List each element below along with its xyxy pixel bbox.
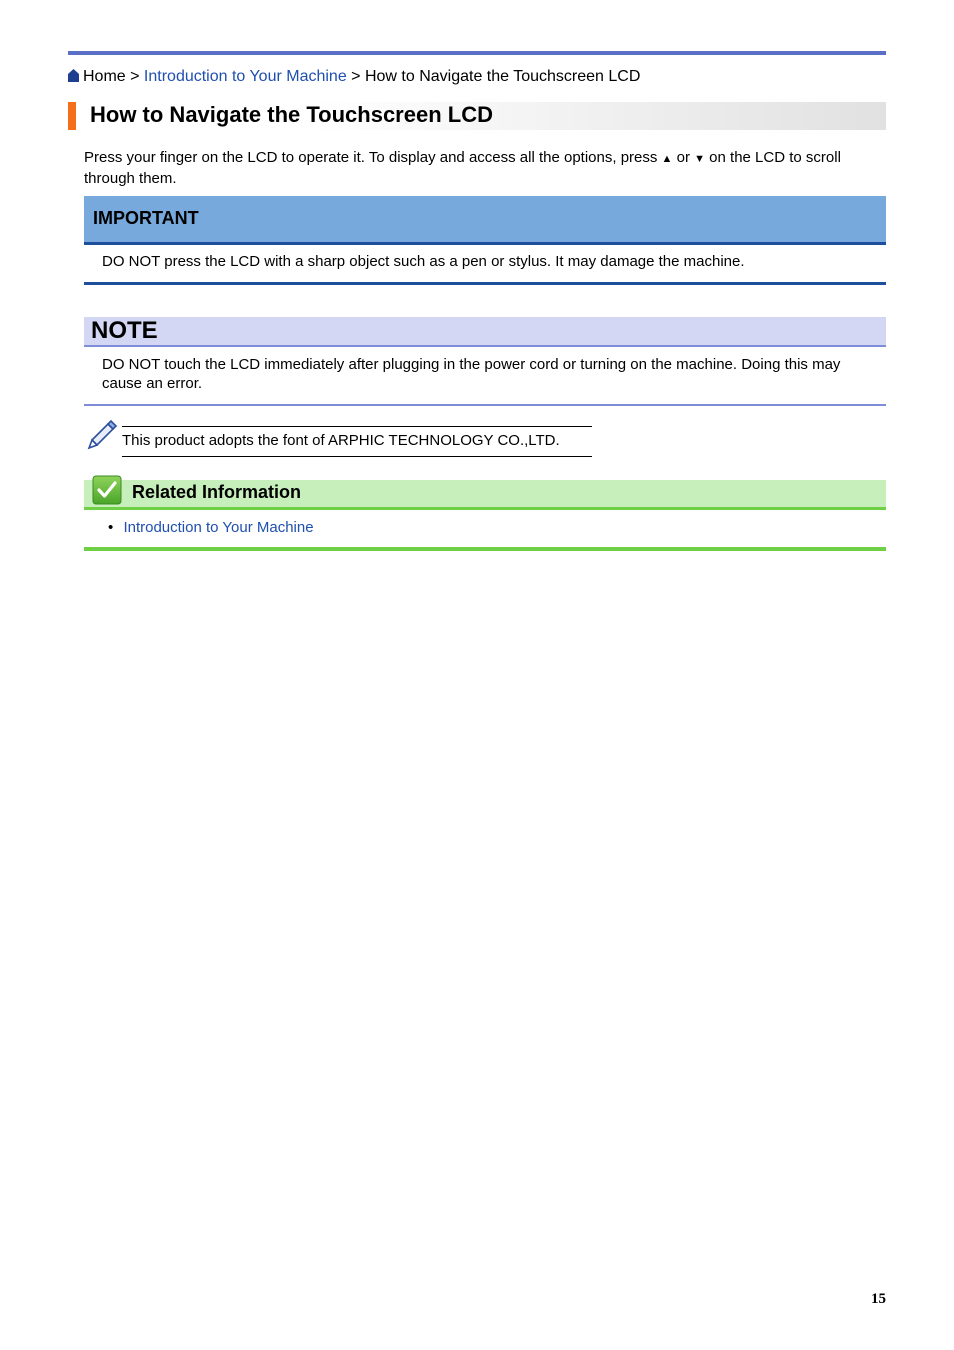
intro-paragraph — [84, 148, 884, 188]
breadcrumb — [68, 67, 640, 87]
list-item — [108, 518, 314, 537]
page-number: 15 — [871, 1291, 886, 1307]
important-header — [84, 196, 886, 245]
breadcrumb-home[interactable]: Home — [83, 68, 126, 85]
tip-top-rule — [122, 426, 592, 427]
intro-text: or — [672, 149, 695, 166]
tip-bottom-rule — [122, 456, 592, 457]
breadcrumb-link-introduction[interactable]: Introduction to Your Machine — [143, 68, 347, 85]
breadcrumb-separator: > — [346, 68, 365, 85]
checkmark-icon — [92, 475, 122, 505]
important-title: IMPORTANT — [93, 208, 199, 228]
up-arrow-icon: ▲ — [661, 153, 673, 165]
header-rule — [68, 51, 886, 55]
related-information-bottom-rule — [84, 547, 886, 551]
pencil-icon — [86, 418, 118, 450]
tip-text: This product adopts the font of ARPHIC TECHNOLOGY CO.,LTD. — [122, 432, 560, 449]
down-arrow-icon: ▼ — [694, 153, 706, 165]
related-link-introduction[interactable]: Introduction to Your Machine — [123, 519, 314, 536]
note-title: NOTE — [91, 317, 158, 344]
related-information-title: Related Information — [132, 482, 302, 502]
bullet: • — [108, 519, 114, 536]
important-bottom-rule — [84, 282, 886, 285]
breadcrumb-separator: > — [125, 68, 144, 85]
home-icon[interactable] — [68, 69, 79, 82]
note-text: DO NOT touch the LCD immediately after plugging in the power cord or turning on the machine. Doing this may cause an error. — [102, 356, 841, 392]
note-header — [84, 317, 886, 347]
intro-text: on the LCD to scroll through them. — [84, 149, 846, 187]
page-title: How to Navigate the Touchscreen LCD — [90, 102, 493, 127]
important-text: DO NOT press the LCD with a sharp object such as a pen or stylus. It may damage the machine. — [102, 253, 745, 270]
intro-text: Press your finger on the LCD to operate it. To display and access all the options, press — [84, 149, 662, 166]
breadcrumb-current: How to Navigate the Touchscreen LCD — [364, 68, 641, 85]
title-accent — [68, 102, 76, 130]
note-bottom-rule — [84, 404, 886, 406]
related-information-list — [108, 518, 314, 537]
